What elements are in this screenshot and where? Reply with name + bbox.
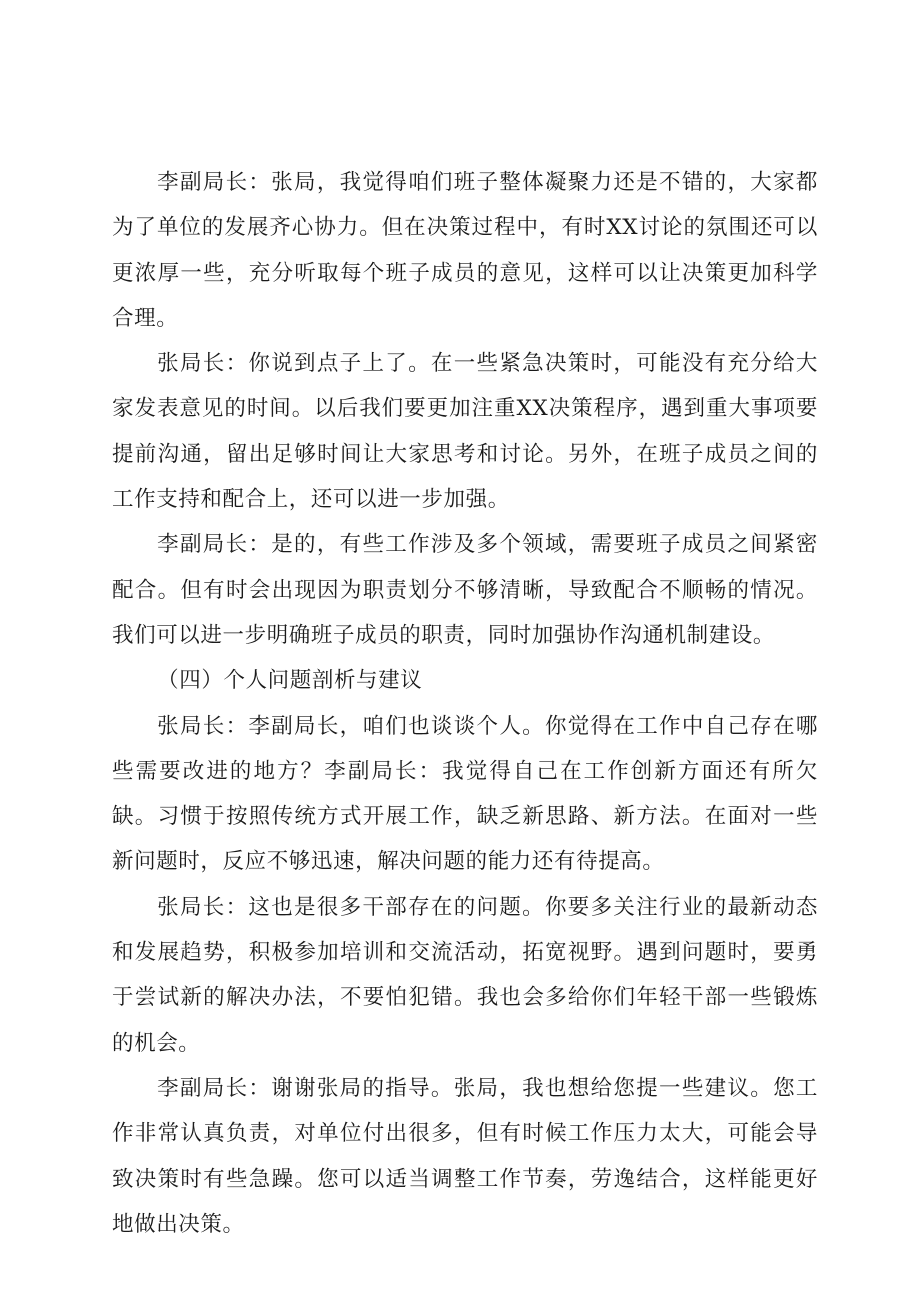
dialogue-paragraph: 张局长：这也是很多干部存在的问题。你要多关注行业的最新动态和发展趋势，积极参加培训和交流活动，拓宽视野。遇到问题时，要勇于尝试新的解决办法，不要怕犯错。我也会多给你们年轻干部一些锻炼的机会。 <box>112 894 818 1056</box>
section-heading: （四）个人问题剖析与建议 <box>157 668 423 694</box>
document-body <box>112 160 818 1247</box>
dialogue-paragraph: 张局长：李副局长，咱们也谈谈个人。你觉得在工作中自己存在哪些需要改进的地方？李副局长：我觉得自己在工作创新方面还有所欠缺。习惯于按照传统方式开展工作，缺乏新思路、新方法。在面对一些新问题时，反应不够迅速，解决问题的能力还有待提高。 <box>112 713 818 875</box>
dialogue-paragraph: 张局长：你说到点子上了。在一些紧急决策时，可能没有充分给大家发表意见的时间。以后我们要更加注重XX决策程序，遇到重大事项要提前沟通，留出足够时间让大家思考和讨论。另外，在班子成员之间的工作支持和配合上，还可以进一步加强。 <box>112 351 818 513</box>
dialogue-paragraph: 李副局长：是的，有些工作涉及多个领域，需要班子成员之间紧密配合。但有时会出现因为职责划分不够清晰，导致配合不顺畅的情况。我们可以进一步明确班子成员的职责，同时加强协作沟通机制建设。 <box>112 532 818 648</box>
dialogue-paragraph: 李副局长：张局，我觉得咱们班子整体凝聚力还是不错的，大家都为了单位的发展齐心协力。但在决策过程中，有时XX讨论的氛围还可以更浓厚一些，充分听取每个班子成员的意见，这样可以让决策更加科学合理。 <box>112 170 818 331</box>
dialogue-paragraph: 李副局长：谢谢张局的指导。张局，我也想给您提一些建议。您工作非常认真负责，对单位付出很多，但有时候工作压力太大，可能会导致决策时有些急躁。您可以适当调整工作节奏，劳逸结合，这样能更好地做出决策。 <box>112 1075 818 1237</box>
